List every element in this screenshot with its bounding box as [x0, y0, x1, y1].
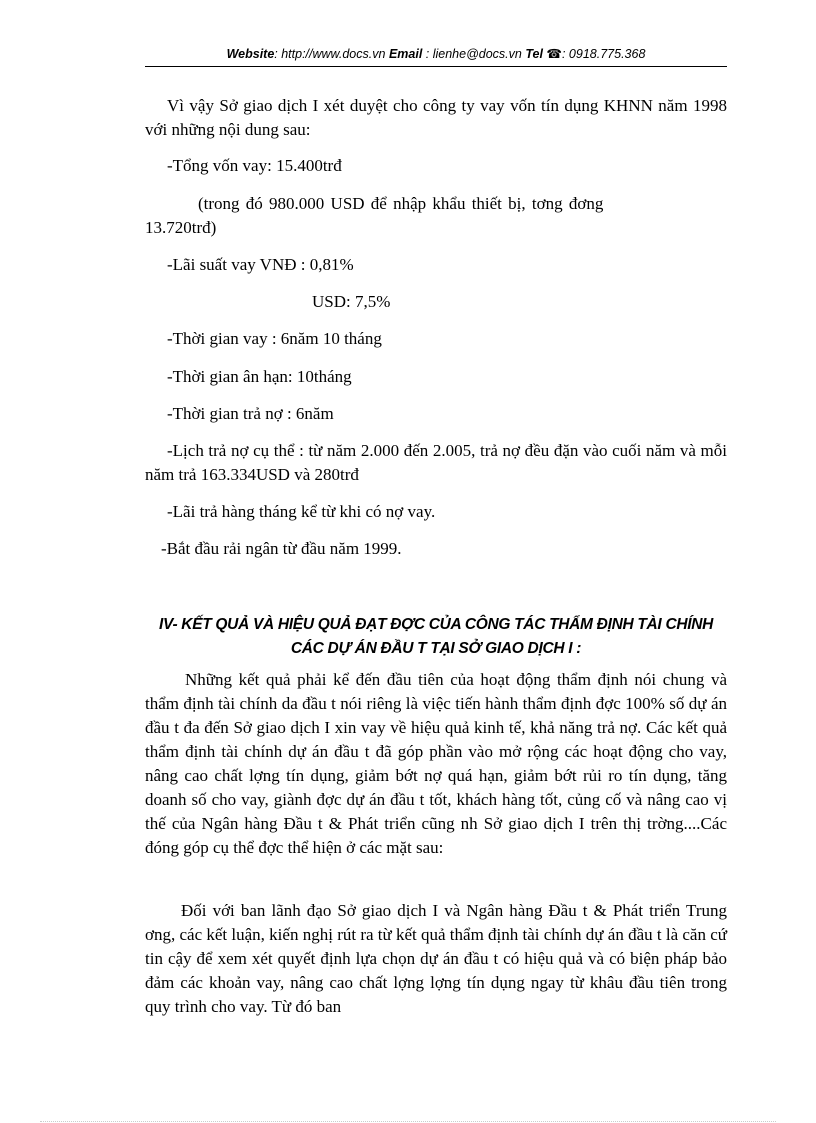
leadership-paragraph: Đối với ban lãnh đạo Sở giao dịch I và Ngân hàng Đầu t & Phát triển Trung ơng, các kết luận, kiến nghị rút ra từ kết quả thẩm định tài chính dự án đầu t là căn cứ tin cậy để xem xét quyết định lựa chọn dự án đầu t có hiệu quả và có biện pháp bảo đảm các khoản vay, nâng cao chất lợng lợng tín dụng ngay từ khâu đầu tiên trong quy trình cho vay. Từ đó ban [145, 901, 727, 1016]
page-header [145, 46, 727, 61]
loan-total: -Tổng vốn vay: 15.400trđ [167, 156, 342, 175]
repayment-schedule: -Lịch trả nợ cụ thể : từ năm 2.000 đến 2.005, trả nợ đều đặn vào cuối năm và mỗi năm trả 163.334USD và 280trđ [145, 441, 727, 484]
grace-period: -Thời gian ân hạn: 10tháng [167, 367, 352, 386]
loan-note-line2: 13.720trđ) [145, 218, 217, 237]
rate-vnd: -Lãi suất vay VNĐ : 0,81% [167, 255, 354, 274]
tel-label: Tel ☎ [525, 47, 562, 61]
header-divider [145, 66, 727, 67]
email-value: : lienhe@docs.vn [425, 47, 522, 61]
results-paragraph: Những kết quả phải kể đến đầu tiên của hoạt động thẩm định nói chung và thẩm định tài chính da đầu t nói riêng là việc tiến hành thẩm định đợc 100% số dự án đầu t đa đến Sở giao dịch I xin vay về hiệu quả kinh tế, khả năng trả nợ. Các kết quả thẩm định tài chính dự án đầu t đã góp phần vào mở rộng các hoạt động cho vay, nâng cao chất lợng tín dụng, giảm bớt nợ quá hạn, giảm bớt rủi ro tín dụng, tăng doanh số cho vay, giành đợc dự án đầu t tốt, khách hàng tốt, củng cố và nâng cao vị thế của Ngân hàng Đầu t & Phát triển cũng nh Sở giao dịch I trên thị trờng....Các đóng góp cụ thể đợc thể hiện ở các mặt sau: [145, 670, 727, 857]
monthly-interest: -Lãi trả hàng tháng kể từ khi có nợ vay. [167, 502, 436, 521]
email-label: Email [388, 47, 423, 61]
rate-usd: USD: 7,5% [312, 292, 391, 311]
section-heading-line1: IV- KẾT QUẢ VÀ HIỆU QUẢ ĐẠT ĐỢC CỦA CÔNG TÁC THẨM ĐỊNH TÀI CHÍNH [158, 616, 714, 633]
tel-value: : 0918.775.368 [561, 47, 646, 61]
intro-paragraph: Vì vậy Sở giao dịch I xét duyệt cho công ty vay vốn tín dụng KHNN năm 1998 với những nội dung sau: [145, 96, 727, 139]
website-value: : http://www.docs.vn [274, 47, 386, 61]
disbursement-start: -Bắt đầu rải ngân từ đầu năm 1999. [161, 539, 402, 558]
website-label: Website [226, 47, 275, 61]
page-bottom-border [40, 1121, 776, 1122]
section-heading-line2: CÁC DỰ ÁN ĐẦU T TẠI SỞ GIAO DỊCH I : [290, 640, 582, 657]
repayment-term: -Thời gian trả nợ : 6năm [167, 404, 334, 423]
loan-note-line1: (trong đó 980.000 USD để nhập khẩu thiết bị, tơng đơng [198, 194, 604, 213]
loan-term: -Thời gian vay : 6năm 10 tháng [167, 329, 382, 348]
